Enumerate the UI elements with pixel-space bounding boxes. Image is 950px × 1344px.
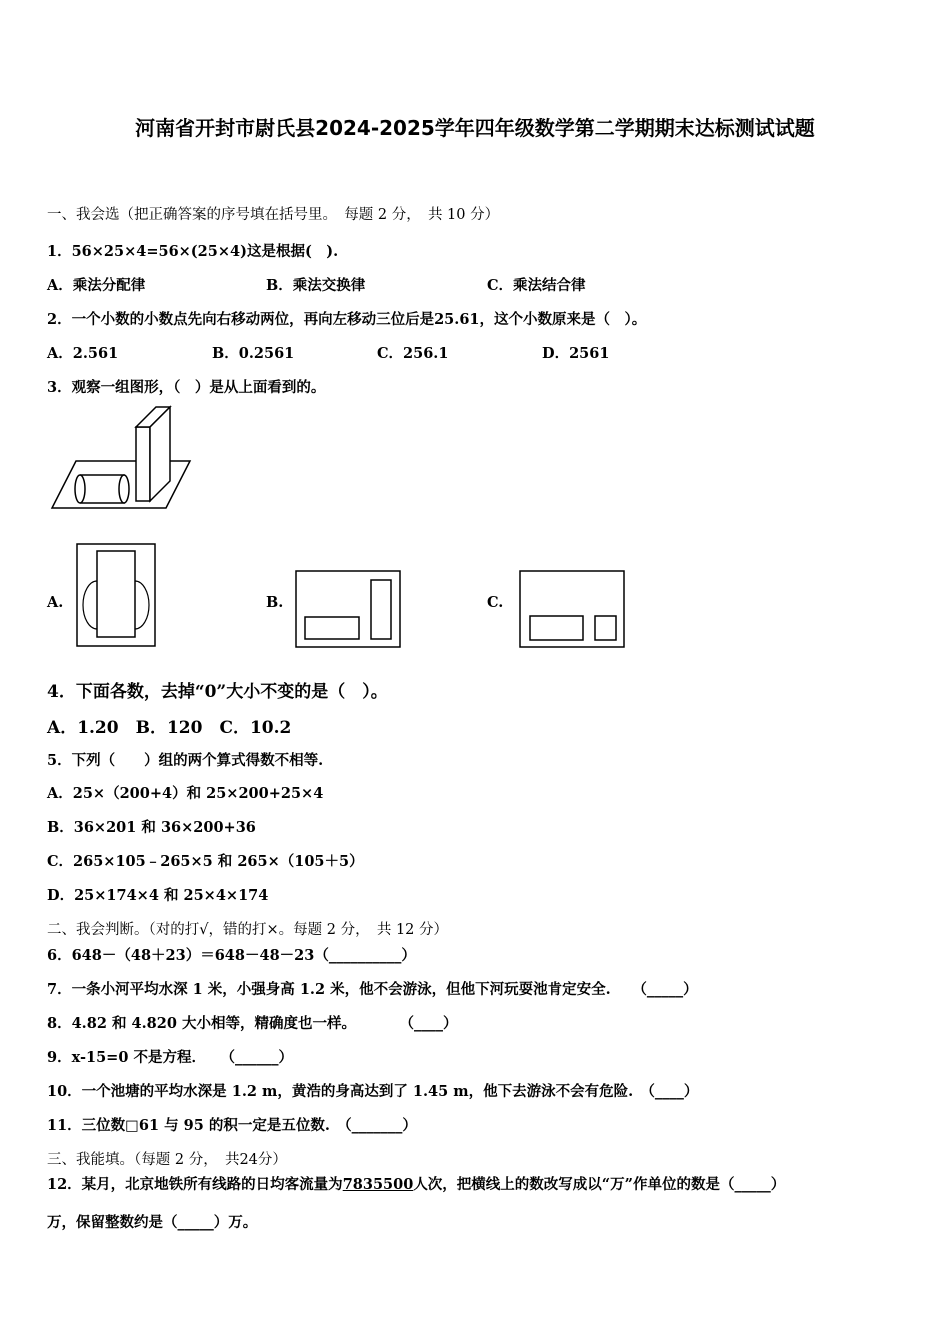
q2-option-b: B．0.2561 xyxy=(212,345,295,362)
q3-option-c-label: C. xyxy=(487,594,504,611)
section-2-heading: 二、我会判断。（对的打√，错的打×。每题 2 分， 共 12 分） xyxy=(47,922,448,938)
q3-option-a-figure xyxy=(76,543,156,647)
q2-option-a: A．2.561 xyxy=(47,345,119,362)
q5-option-d: D．25×174×4 和 25×4×174 xyxy=(47,887,269,904)
q11: 11．三位数□61 与 95 的积一定是五位数. （_______） xyxy=(47,1117,417,1134)
q1-stem: 1．56×25×4=56×(25×4)这是根据( ). xyxy=(47,243,339,260)
q6: 6．648－（48＋23）＝648－48－23（__________） xyxy=(47,947,416,964)
q3-option-c-figure xyxy=(519,570,625,648)
q2-stem: 2．一个小数的小数点先向右移动两位，再向左移动三位后是25.61，这个小数原来是（ ）。 xyxy=(47,311,647,328)
q5-stem: 5．下列（ ）组的两个算式得数不相等. xyxy=(47,752,324,769)
q3-option-a-label: A. xyxy=(47,594,64,611)
q3-option-b-label: B. xyxy=(266,594,284,611)
q2-option-c: C．256.1 xyxy=(377,345,449,362)
q8: 8．4.82 和 4.820 大小相等，精确度也一样。 （____） xyxy=(47,1015,458,1032)
q12-underlined-number: 7835500 xyxy=(342,1176,414,1193)
q12-text-1: 12．某月，北京地铁所有线路的日均客流量为 xyxy=(47,1176,343,1193)
q5-option-c: C．265×105﹣265×5 和 265×（105＋5） xyxy=(47,853,364,870)
q3-stem: 3．观察一组图形，（ ）是从上面看到的。 xyxy=(47,379,326,396)
q1-option-b: B．乘法交换律 xyxy=(266,277,366,294)
q7: 7．一条小河平均水深 1 米，小强身高 1.2 米，他不会游泳，但他下河玩耍池肯定安全. （_____） xyxy=(47,981,698,998)
q2-option-d: D．2561 xyxy=(542,345,610,362)
q3-solid-figure xyxy=(50,405,195,511)
q12-line-1 xyxy=(47,1173,785,1194)
q9: 9．x-15=0 不是方程． （______） xyxy=(47,1049,293,1066)
q4-options: A．1.20 B．120 C．10.2 xyxy=(47,718,292,738)
q1-option-c: C．乘法结合律 xyxy=(487,277,586,294)
q12-text-2: 人次，把横线上的数改写成以“万”作单位的数是（_____） xyxy=(413,1176,786,1193)
section-1-heading: 一、我会选（把正确答案的序号填在括号里。 每题 2 分， 共 10 分） xyxy=(47,207,500,223)
q10: 10．一个池塘的平均水深是 1.2 m，黄浩的身高达到了 1.45 m，他下去游泳不会有危险. （____） xyxy=(47,1083,699,1100)
q5-option-a: A．25×（200+4）和 25×200+25×4 xyxy=(47,785,324,802)
q12-line-2: 万，保留整数约是（_____）万。 xyxy=(47,1214,258,1231)
section-3-heading: 三、我能填。（每题 2 分， 共24分） xyxy=(47,1152,287,1168)
q4-stem: 4．下面各数，去掉“0”大小不变的是（ ）。 xyxy=(47,682,388,702)
page-title: 河南省开封市尉氏县2024-2025学年四年级数学第二学期期末达标测试试题 xyxy=(135,116,815,140)
q5-option-b: B．36×201 和 36×200+36 xyxy=(47,819,256,836)
q3-option-b-figure xyxy=(295,570,401,648)
q1-option-a: A．乘法分配律 xyxy=(47,277,146,294)
